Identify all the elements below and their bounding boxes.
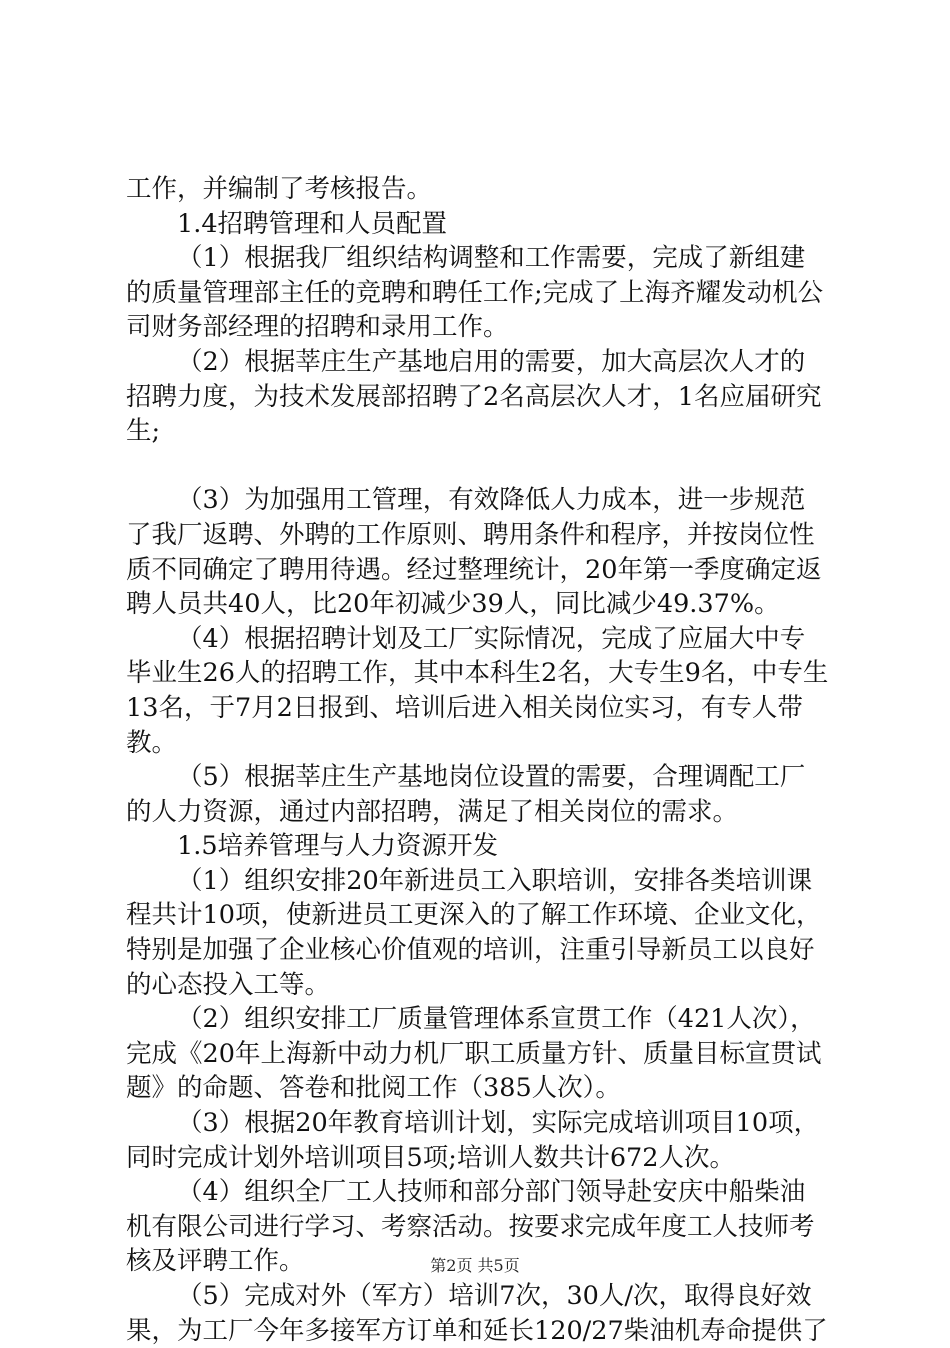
- document-body: [126, 172, 830, 1348]
- blank-line: [126, 449, 830, 484]
- page-footer: 第2页 共5页: [430, 1256, 520, 1275]
- section-heading-1-4: 1.4招聘管理和人员配置: [177, 208, 448, 239]
- paragraph-recruit-4: （4）根据招聘计划及工厂实际情况，完成了应届大中专毕业生26人的招聘工作，其中本科生2名，大专生9名，中专生13名，于7月2日报到、培训后进入相关岗位实习，有专人带教。: [126, 623, 829, 758]
- paragraph-training-3: （3）根据20年教育培训计划，实际完成培训项目10项，同时完成计划外培训项目5项;培训人数共计672人次。: [126, 1108, 820, 1173]
- paragraph-recruit-1: （1）根据我厂组织结构调整和工作需要，完成了新组建的质量管理部主任的竞聘和聘任工作;完成了上海齐耀发动机公司财务部经理的招聘和录用工作。: [126, 243, 824, 343]
- paragraph-training-5: （5）完成对外（军方）培训7次，30人/次，取得良好效果，为工厂今年多接军方订单和延长120/27柴油机寿命提供了: [126, 1281, 828, 1346]
- paragraph-recruit-3: （3）为加强用工管理，有效降低人力成本，进一步规范了我厂返聘、外聘的工作原则、聘用条件和程序，并按岗位性质不同确定了聘用待遇。经过整理统计，20年第一季度确定返聘人员共40人，比20年初减少39人，同比减少49.37%。: [126, 485, 822, 620]
- paragraph-training-2: （2）组织安排工厂质量管理体系宣贯工作（421人次），完成《20年上海新中动力机厂职工质量方针、质量目标宣贯试题》的命题、答卷和批阅工作（385人次）。: [126, 1004, 822, 1104]
- section-heading-1-5: 1.5培养管理与人力资源开发: [177, 831, 499, 862]
- paragraph-continuation: 工作，并编制了考核报告。: [126, 174, 433, 204]
- paragraph-training-1: （1）组织安排20年新进员工入职培训，安排各类培训课程共计10项，使新进员工更深入的了解工作环境、企业文化，特别是加强了企业核心价值观的培训，注重引导新员工以良好的心态投入工等。: [126, 865, 822, 1000]
- paragraph-recruit-2: （2）根据莘庄生产基地启用的需要，加大高层次人才的招聘力度，为技术发展部招聘了2名高层次人才，1名应届研究生;: [126, 346, 822, 447]
- paragraph-recruit-5: （5）根据莘庄生产基地岗位设置的需要，合理调配工厂的人力资源，通过内部招聘，满足了相关岗位的需求。: [126, 762, 806, 827]
- paragraph-training-4: （4）组织全厂工人技师和部分部门领导赴安庆中船柴油机有限公司进行学习、考察活动。按要求完成年度工人技师考核及评聘工作。: [126, 1177, 815, 1277]
